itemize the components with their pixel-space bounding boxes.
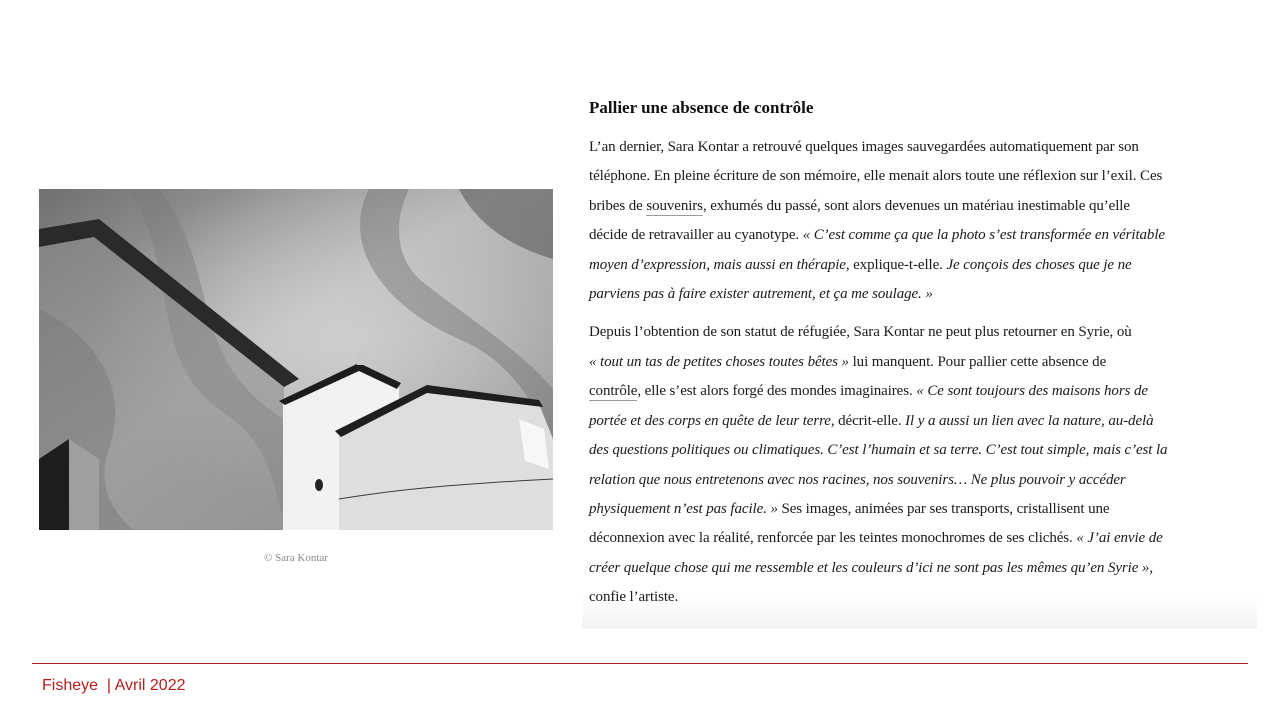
article-text: déconnexion avec la réalité, renforcée par les teintes monochromes de ses clichés. bbox=[589, 530, 1077, 546]
article-text-block bbox=[582, 92, 1257, 629]
article-text: Ses images, animées par ses transports, cristallisent une bbox=[777, 501, 1110, 517]
article-line bbox=[589, 410, 1153, 432]
article-text: , elle s’est alors forgé des mondes imaginaires. bbox=[637, 383, 917, 399]
article-text: L’an dernier, Sara Kontar a retrouvé quelques images sauvegardées automatiquement par son bbox=[589, 139, 1139, 155]
article-photo bbox=[39, 189, 553, 530]
article-line bbox=[589, 224, 1165, 246]
article-text: , bbox=[1149, 560, 1153, 576]
article-line bbox=[589, 498, 1109, 520]
article-text: Il y a aussi un lien avec la nature, au-delà bbox=[905, 413, 1154, 429]
article-link[interactable]: souvenirs bbox=[646, 198, 703, 214]
article-text: physiquement n’est pas facile. » bbox=[589, 501, 778, 517]
article-text: Je conçois des choses que je ne bbox=[946, 257, 1132, 273]
article-text: « Ce sont toujours des maisons hors de bbox=[916, 383, 1148, 399]
article-text: téléphone. En pleine écriture de son mémoire, elle menait alors toute une réflexion sur l’exil. Ces bbox=[589, 168, 1163, 184]
section-heading: Pallier une absence de contrôle bbox=[589, 98, 814, 117]
article-line bbox=[589, 527, 1163, 549]
photo-caption: © Sara Kontar bbox=[264, 552, 328, 564]
footer-publication-label: Fisheye | Avril 2022 bbox=[42, 677, 186, 694]
article-text: lui manquent. Pour pallier cette absence de bbox=[848, 354, 1107, 370]
article-text: décide de retravailler au cyanotype. bbox=[589, 227, 803, 243]
article-text: bribes de bbox=[589, 198, 647, 214]
article-link[interactable]: contrôle bbox=[589, 383, 638, 399]
houses-photo-image bbox=[39, 189, 553, 530]
article-text: parviens pas à faire exister autrement, et ça me soulage. » bbox=[589, 286, 933, 302]
article-line bbox=[589, 380, 1148, 402]
article-line bbox=[589, 351, 1106, 373]
article-text: , décrit-elle. bbox=[830, 413, 906, 429]
article-text: créer quelque chose qui me ressemble et les couleurs d’ici ne sont pas les mêmes qu’en Syrie » bbox=[589, 560, 1150, 576]
article-text: portée et des corps en quête de leur terre bbox=[589, 413, 831, 429]
article-line bbox=[589, 136, 1139, 158]
article-line bbox=[589, 439, 1167, 461]
article-text: « tout un tas de petites choses toutes bêtes » bbox=[589, 354, 849, 370]
article-line bbox=[589, 165, 1162, 187]
article-line bbox=[589, 321, 1132, 343]
article-text: relation que nous entretenons avec nos racines, nos souvenirs… Ne plus pouvoir y accéder bbox=[589, 472, 1126, 488]
article-line bbox=[589, 195, 1130, 217]
article-text: « C’est comme ça que la photo s’est transformée en véritable bbox=[802, 227, 1165, 243]
article-text: , explique-t-elle. bbox=[845, 257, 947, 273]
article-text: confie l’artiste. bbox=[589, 589, 679, 605]
footer-divider bbox=[32, 663, 1248, 664]
article-text: « J’ai envie de bbox=[1076, 530, 1163, 546]
article-line bbox=[589, 469, 1126, 491]
article-line bbox=[589, 586, 678, 608]
article-text: Depuis l’obtention de son statut de réfugiée, Sara Kontar ne peut plus retourner en Syrie, où bbox=[589, 324, 1132, 340]
article-line bbox=[589, 557, 1153, 579]
article-line bbox=[589, 283, 933, 305]
article-text: moyen d’expression, mais aussi en thérapie bbox=[589, 257, 846, 273]
article-line bbox=[589, 254, 1132, 276]
article-text: des questions politiques ou climatiques. C’est l’humain et sa terre. C’est tout simple, mais c’est la bbox=[589, 442, 1168, 458]
article-text: , exhumés du passé, sont alors devenues un matériau inestimable qu’elle bbox=[702, 198, 1130, 214]
